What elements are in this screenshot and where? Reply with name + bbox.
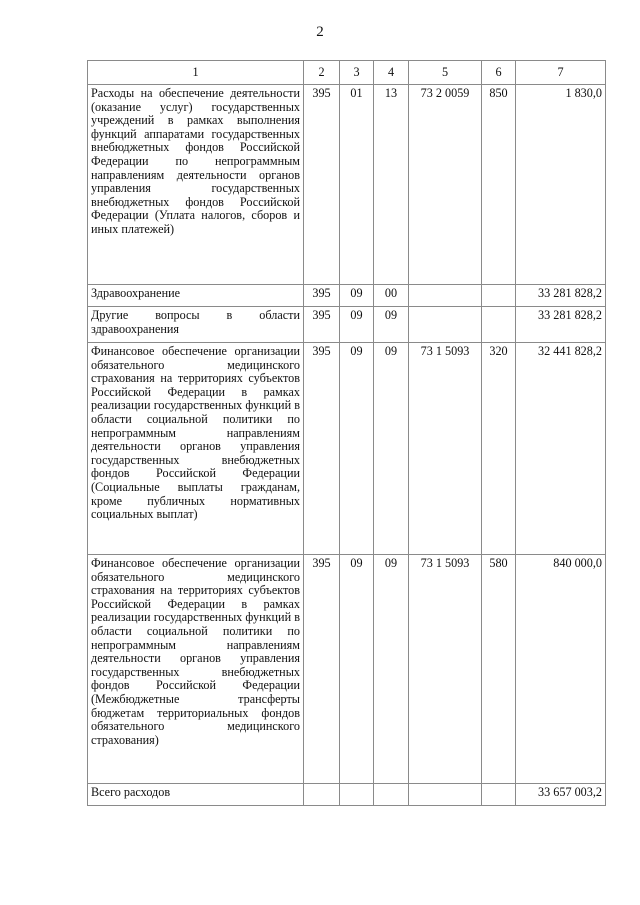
row-subsection: 00 [374,285,409,307]
table-row-total [88,784,606,806]
row-target [409,285,482,307]
row-amount: 32 441 828,2 [516,343,606,555]
row-vr [482,307,516,343]
row-subsection: 09 [374,555,409,784]
row-subsection: 13 [374,85,409,285]
row-subsection: 09 [374,307,409,343]
column-header-subsection: 4 [374,61,409,85]
row-section: 09 [340,555,374,784]
row-admin [304,784,340,806]
table-row [88,85,606,285]
column-header-vr: 6 [482,61,516,85]
row-vr [482,285,516,307]
column-header-name: 1 [88,61,304,85]
page-number: 2 [316,24,324,40]
row-name: Финансовое обеспечение организации обязательного медицинского страхования на территориях субъектов Российской Федерации в рамках реализации государственных функций в области социальной политики по непрограммным направлениям деятельности органов управления государственных внебюджетных фондов Российской Федерации (Социальные выплаты гражданам, кроме публичных нормативных социальных выплат) [88,343,304,555]
column-header-section: 3 [340,61,374,85]
row-admin: 395 [304,307,340,343]
row-amount: 33 657 003,2 [516,784,606,806]
row-admin: 395 [304,85,340,285]
row-section: 01 [340,85,374,285]
table-row [88,285,606,307]
row-amount: 33 281 828,2 [516,285,606,307]
row-vr: 320 [482,343,516,555]
row-vr [482,784,516,806]
row-section: 09 [340,307,374,343]
row-target: 73 1 5093 [409,343,482,555]
row-vr: 850 [482,85,516,285]
row-subsection [374,784,409,806]
header-row [88,61,606,85]
row-amount: 1 830,0 [516,85,606,285]
row-admin: 395 [304,555,340,784]
row-target: 73 2 0059 [409,85,482,285]
row-subsection: 09 [374,343,409,555]
row-amount: 840 000,0 [516,555,606,784]
row-section: 09 [340,343,374,555]
column-header-amount: 7 [516,61,606,85]
row-name: Расходы на обеспечение деятельности (оказание услуг) государственных учреждений в рамках выполнения функций аппаратами государственных внебюджетных фондов Российской Федерации по непрограммным направлениям деятельности органов управления государственных внебюджетных фондов Российской Федерации (Уплата налогов, сборов и иных платежей) [88,85,304,285]
table-row [88,555,606,784]
table-row [88,307,606,343]
column-header-target: 5 [409,61,482,85]
row-name: Всего расходов [88,784,304,806]
row-amount: 33 281 828,2 [516,307,606,343]
row-section: 09 [340,285,374,307]
expenditure-table [87,60,606,806]
row-target: 73 1 5093 [409,555,482,784]
row-vr: 580 [482,555,516,784]
row-admin: 395 [304,285,340,307]
row-name: Другие вопросы в области здравоохранения [88,307,304,343]
table-row [88,343,606,555]
row-name: Финансовое обеспечение организации обязательного медицинского страхования на территориях субъектов Российской Федерации в рамках реализации государственных функций в области социальной политики по непрограммным направлениям деятельности органов управления государственных внебюджетных фондов Российской Федерации (Межбюджетные трансферты бюджетам территориальных фондов обязательного медицинского страхования) [88,555,304,784]
row-target [409,307,482,343]
column-header-admin: 2 [304,61,340,85]
row-admin: 395 [304,343,340,555]
row-target [409,784,482,806]
row-section [340,784,374,806]
row-name: Здравоохранение [88,285,304,307]
